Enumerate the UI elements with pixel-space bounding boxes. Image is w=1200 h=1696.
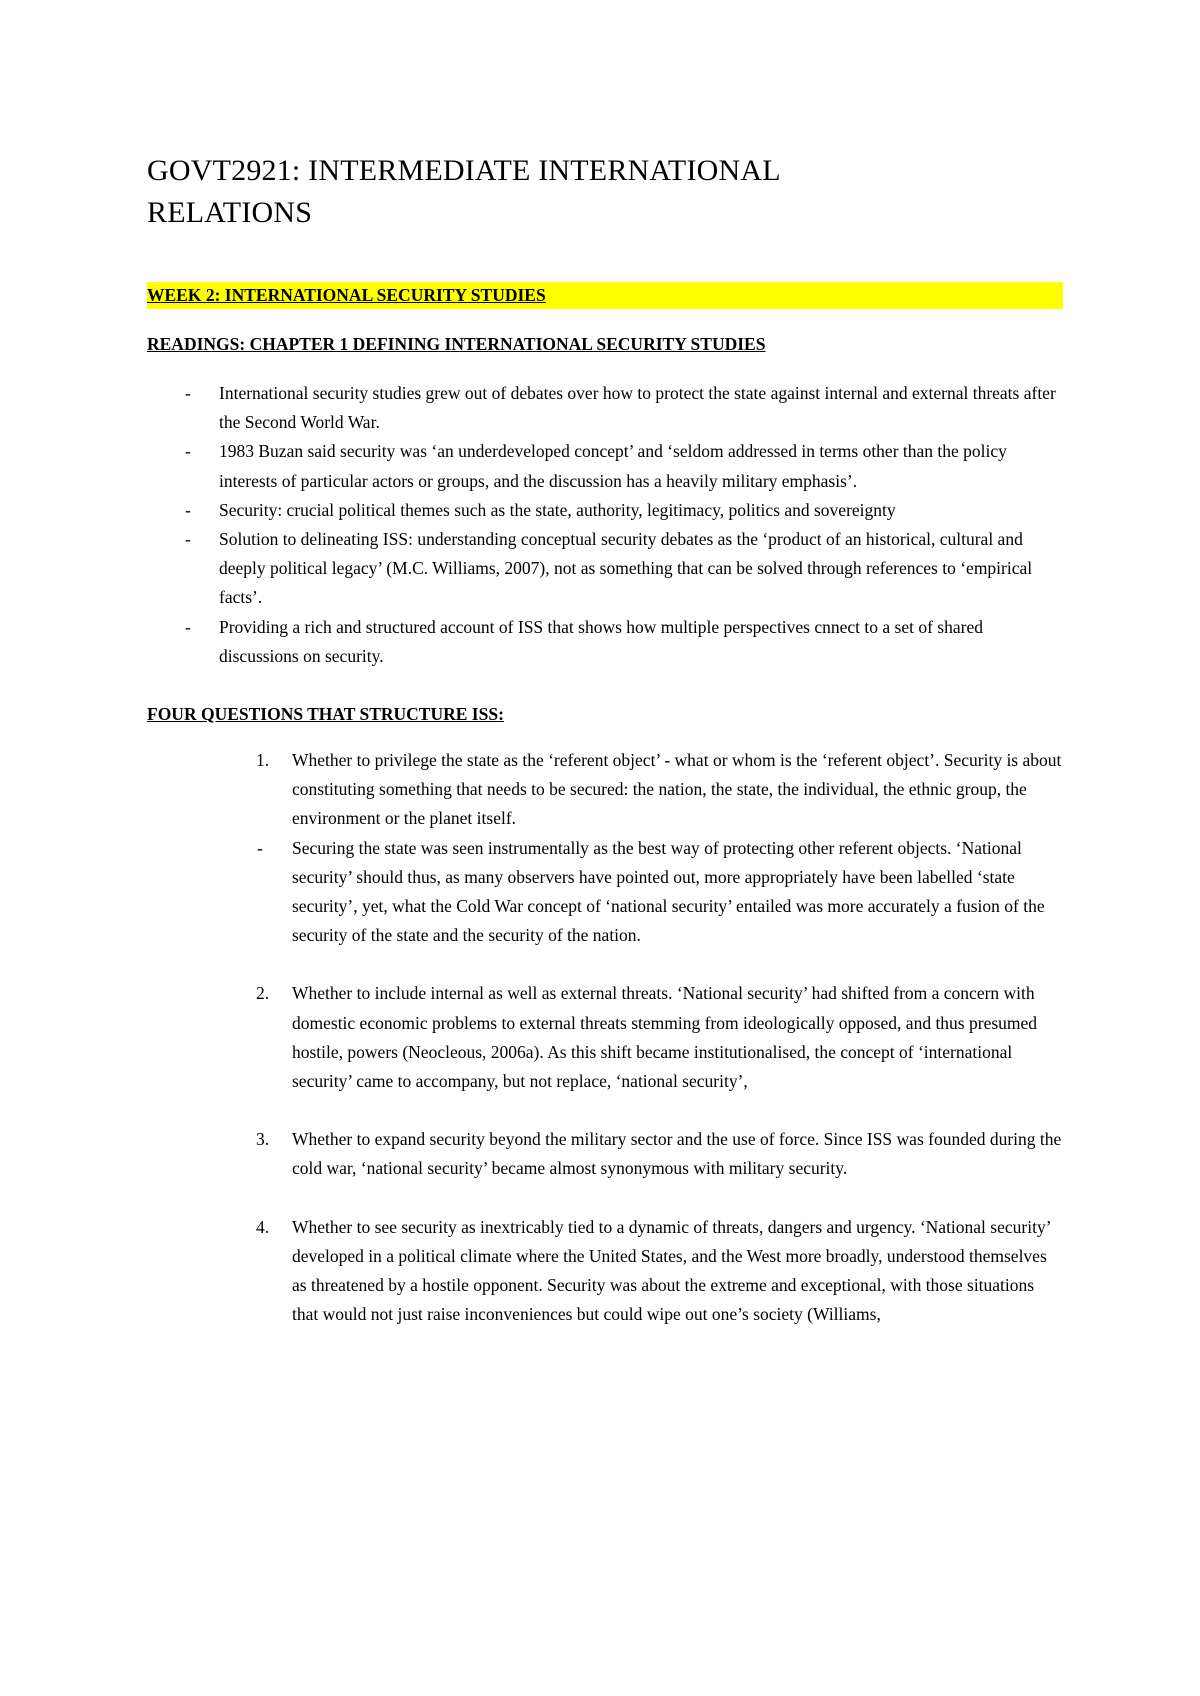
question-sub-item bbox=[147, 834, 1063, 951]
question-number: 1. bbox=[256, 750, 270, 771]
question-number: 2. bbox=[256, 983, 270, 1004]
dash-bullet-icon: - bbox=[185, 441, 191, 462]
question-number: 4. bbox=[256, 1216, 270, 1237]
list-item bbox=[147, 437, 1063, 495]
list-item bbox=[147, 379, 1063, 437]
readings-heading: READINGS: CHAPTER 1 DEFINING INTERNATIONAL SECURITY STUDIES bbox=[147, 334, 766, 354]
document-title bbox=[147, 150, 1063, 234]
bullet-text: International security studies grew out of debates over how to protect the state against internal and external threats after the Second World War. bbox=[219, 383, 1056, 433]
question-item bbox=[147, 979, 1063, 1096]
questions-heading: FOUR QUESTIONS THAT STRUCTURE ISS: bbox=[147, 704, 504, 725]
questions-list bbox=[147, 746, 1063, 1329]
dash-bullet-icon: - bbox=[185, 383, 191, 403]
title-line-2: RELATIONS bbox=[147, 196, 313, 229]
bullet-text: 1983 Buzan said security was ‘an underdeveloped concept’ and ‘seldom addressed in terms other than the policy interests of particular actors or groups, and the discussion has a heavily military emphasis’. bbox=[219, 441, 1007, 491]
question-item bbox=[147, 1213, 1063, 1330]
title-line-1: GOVT2921: INTERMEDIATE INTERNATIONAL bbox=[147, 154, 781, 187]
document-body bbox=[147, 150, 1063, 1329]
list-item bbox=[147, 496, 1063, 525]
week-heading bbox=[147, 282, 1063, 309]
dash-bullet-icon: - bbox=[185, 529, 191, 550]
dash-bullet-icon: - bbox=[185, 616, 191, 637]
dash-bullet-icon: - bbox=[185, 499, 191, 520]
question-text: Whether to see security as inextricably tied to a dynamic of threats, dangers and urgency. ‘National security’ developed in a political climate where the United States, and the West more broadly, understood themselves as threatened by a hostile opponent. Security was about the extreme and exceptional, with those situations that would not just raise inconveniences but could wipe out one’s society (Williams, bbox=[292, 1216, 1051, 1325]
question-item bbox=[147, 746, 1063, 834]
readings-bullet-list bbox=[147, 379, 1063, 671]
bullet-text: Providing a rich and structured account of ISS that shows how multiple perspectives cnnect to a set of shared discussions on security. bbox=[219, 616, 983, 666]
question-text: Whether to privilege the state as the ‘referent object’ - what or whom is the ‘referent object’. Security is about constituting something that needs to be secured: the nation, the state, the individual, the ethnic group, the environment or the planet itself. bbox=[292, 750, 1062, 829]
bullet-text: Solution to delineating ISS: understanding conceptual security debates as the ‘product of an historical, cultural and deeply political legacy’ (M.C. Williams, 2007), not as something that can be solved through references to ‘empirical facts’. bbox=[219, 529, 1033, 608]
question-sub-text: Securing the state was seen instrumentally as the best way of protecting other referent objects. ‘National security’ should thus, as many observers have pointed out, more appropriately have been labelled ‘state security’, yet, what the Cold War concept of ‘national security’ entailed was more accurately a fusion of the security of the state and the security of the nation. bbox=[292, 837, 1045, 946]
week-heading-text: WEEK 2: INTERNATIONAL SECURITY STUDIES bbox=[147, 285, 546, 305]
list-item bbox=[147, 613, 1063, 671]
bullet-text: Security: crucial political themes such as the state, authority, legitimacy, politics and sovereignty bbox=[219, 499, 896, 520]
question-text: Whether to expand security beyond the military sector and the use of force. Since ISS was founded during the cold war, ‘national security’ became almost synonymous with military security. bbox=[292, 1129, 1062, 1179]
list-item bbox=[147, 525, 1063, 613]
question-text: Whether to include internal as well as external threats. ‘National security’ had shifted from a concern with domestic economic problems to external threats stemming from ideologically opposed, and thus presumed hostile, powers (Neocleous, 2006a). As this shift became institutionalised, the concept of ‘international security’ came to accompany, but not replace, ‘national security’, bbox=[292, 983, 1038, 1092]
question-number: 3. bbox=[256, 1129, 270, 1150]
question-item bbox=[147, 1125, 1063, 1183]
dash-bullet-icon: - bbox=[257, 837, 263, 858]
